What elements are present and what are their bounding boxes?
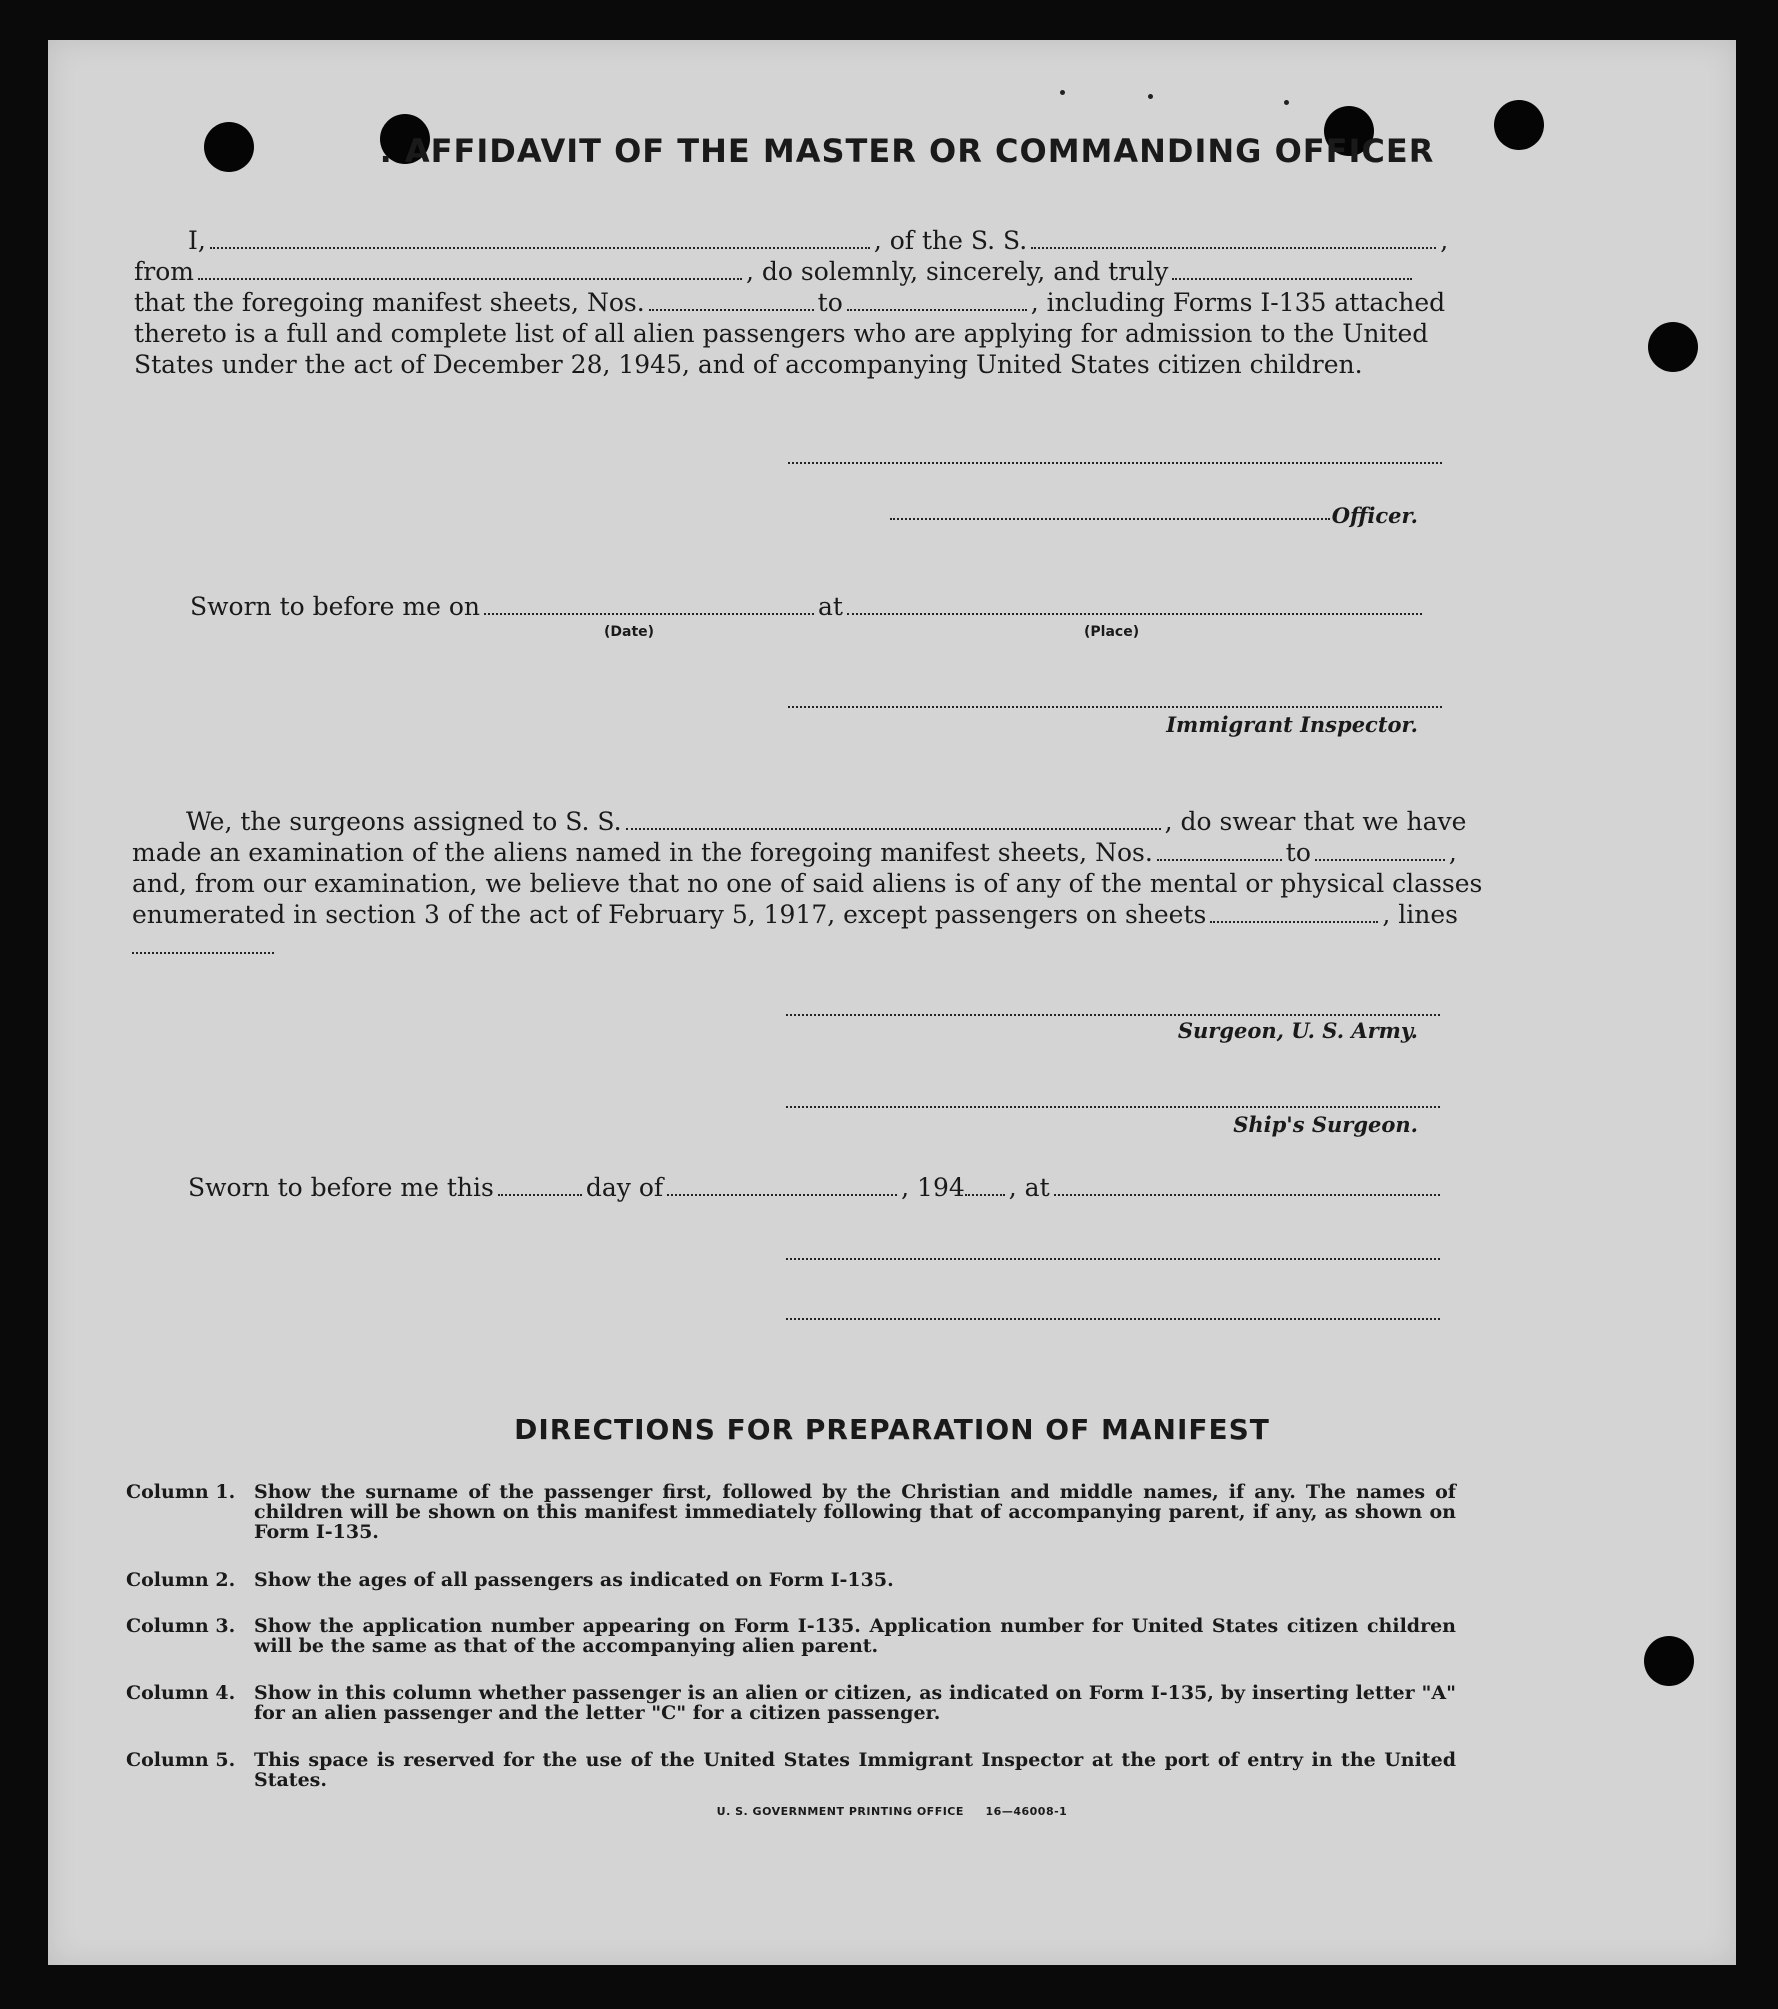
lines-blank[interactable] [132,936,274,954]
place-label: (Place) [1084,624,1140,640]
place-blank[interactable] [847,597,1422,615]
exam-from-blank[interactable] [1157,843,1282,861]
solemnly-blank[interactable] [1172,262,1412,280]
column-entry-1: Column 1. Show the surname of the passenger first, followed by the Christian and middle names, if any. The names of children will be shown on this manifest immediately following that of accompanying parent, if any, as shown on Form I-135. [126,1481,1456,1543]
sworn-place-blank[interactable] [1054,1178,1440,1196]
army-surgeon-line[interactable] [786,1012,1440,1016]
inspector-caption: Immigrant Inspector. [1166,712,1418,737]
sheet-to-blank[interactable] [847,293,1027,311]
date-blank[interactable] [484,597,814,615]
sheets-blank[interactable] [1210,905,1378,923]
sworn-date-place: Sworn to before me on at [190,592,1426,621]
officer-signature-line[interactable] [788,460,1442,464]
punch-hole [1644,1636,1694,1686]
inspector-signature-line[interactable] [788,704,1442,708]
day-blank[interactable] [498,1178,582,1196]
surgeons-paragraph: We, the surgeons assigned to S. S. , do swear that we have made an examination of the aliens named in the foregoing manifest sheets, Nos. to , and, from our examination, we believe that no one of said aliens is of any of the mental or physical classes enumerated in section 3 of the act of February 5, 1917, except passengers on sheets , lines [132,806,1444,961]
officer-caption: Officer. [1331,503,1418,528]
sworn-day: Sworn to before me this day of , 194 , at [188,1173,1444,1202]
name-blank[interactable] [210,231,870,249]
sworn-signature-line[interactable] [786,1256,1440,1260]
column-entry-4: Column 4. Show in this column whether passenger is an alien or citizen, as indicated on Form I-135, by inserting letter "A" for an alien passenger and the letter "C" for a citizen passenger. [126,1682,1456,1724]
punch-hole [1648,322,1698,372]
ship-surgeon-line[interactable] [786,1104,1440,1108]
column-entry-5: Column 5. This space is reserved for the use of the United States Immigrant Inspector at the port of entry in the United States. [126,1749,1456,1791]
speck [1148,94,1153,99]
army-surgeon-caption: Surgeon, U. S. Army. [1177,1018,1418,1043]
exam-to-blank[interactable] [1315,843,1445,861]
directions-title: DIRECTIONS FOR PREPARATION OF MANIFEST [514,1413,1270,1446]
form-page [48,40,1736,1965]
affidavit-paragraph: I, , of the S. S. , from , do solemnly, sincerely, and truly that the foregoing manifest sheets, Nos. to , including Forms I-135 attached thereto is a full and complete list of all alien passengers who are applying for admission to the United States under the act of December 28, 1945, and of accompanying United States citizen children. [134,226,1449,379]
speck [1060,90,1065,95]
column-entry-2: Column 2. Show the ages of all passengers as indicated on Form I-135. [126,1569,894,1591]
speck [1284,100,1289,105]
sworn-title-line[interactable] [786,1316,1440,1320]
officer-title-line[interactable] [890,516,1330,520]
ship-blank[interactable] [1031,231,1436,249]
sheet-from-blank[interactable] [649,293,814,311]
from-blank[interactable] [198,262,742,280]
affidavit-title: . AFFIDAVIT OF THE MASTER OR COMMANDING OFFICER [379,132,1435,170]
month-blank[interactable] [667,1178,897,1196]
surgeon-ship-blank[interactable] [626,812,1161,830]
printing-office-footer: U. S. GOVERNMENT PRINTING OFFICE 16—46008-1 [716,1805,1068,1818]
date-label: (Date) [604,624,655,640]
column-entry-3: Column 3. Show the application number appearing on Form I-135. Application number for United States citizen children will be the same as that of the accompanying alien parent. [126,1615,1456,1657]
ship-surgeon-caption: Ship's Surgeon. [1233,1112,1418,1137]
year-blank[interactable] [965,1178,1005,1196]
